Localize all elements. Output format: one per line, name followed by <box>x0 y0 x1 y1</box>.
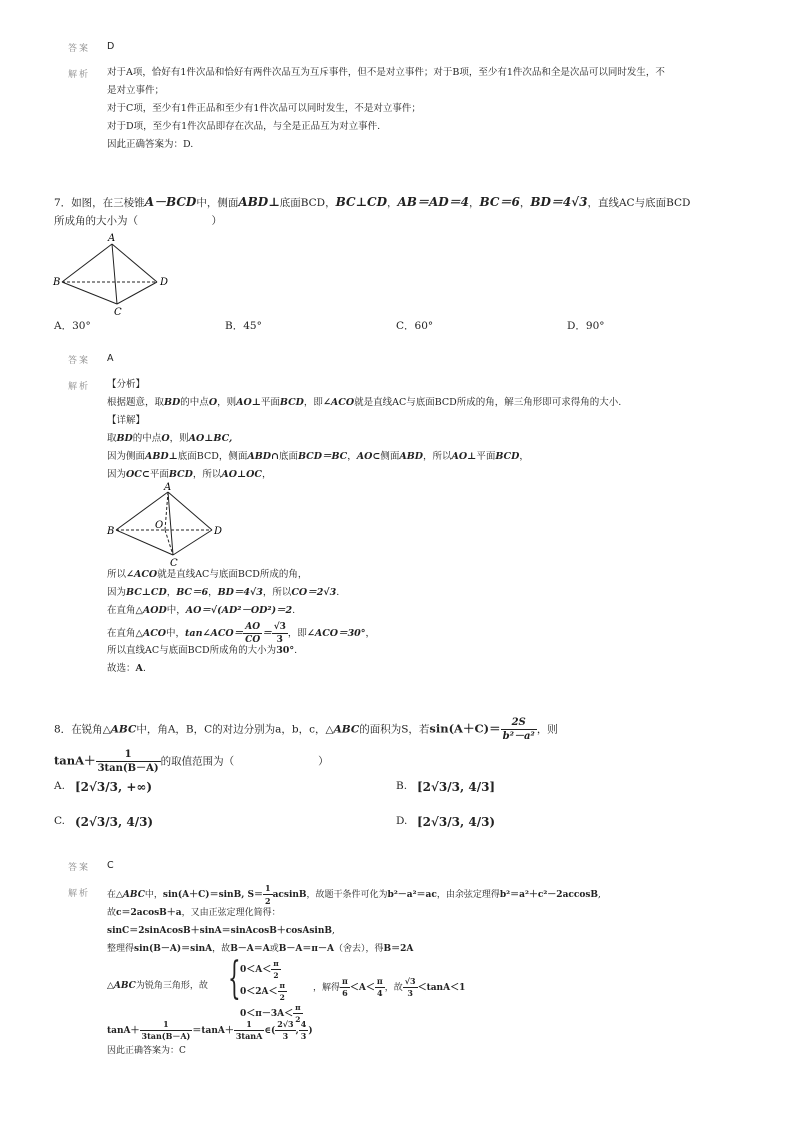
q8-option-c: (2√3/3, 4/3) <box>75 815 154 829</box>
q6-analysis-line-2: 是对立事件； <box>107 85 165 96</box>
q6-analysis-line-1: 对于A项，恰好有1件次品和恰好有两件次品互为互斥事件，但不是对立事件；对于B项，至少有1件次品和全是次品可以同时发生，不 <box>107 67 665 78</box>
fig2-label-b: B <box>107 526 115 537</box>
fig1-label-a: A <box>108 233 116 244</box>
q7-option-a: A．30° <box>54 320 91 332</box>
q8-analysis-line-7: 因此正确答案为：C <box>107 1046 186 1056</box>
q7-pyramid-figure <box>52 230 177 318</box>
q8-analysis-line-5a: △ABC为锐角三角形，故 <box>107 981 208 991</box>
analysis-label: 解析 <box>68 70 91 80</box>
q8-option-d-key: D. <box>396 815 408 827</box>
q6-analysis-line-5: 因此正确答案为：D. <box>107 139 194 150</box>
q7-option-c: C．60° <box>396 320 434 332</box>
q7-analysis-line-3: 因为侧面ABD⊥底面BCD，侧面ABD∩底面BCD＝BC，AO⊂侧面ABD，所以AO⊥平面BCD， <box>107 451 529 462</box>
q8-option-d: [2√3/3, 4/3) <box>417 815 496 829</box>
q6-answer: D <box>107 41 115 52</box>
answer-label: 答案 <box>68 863 91 873</box>
q8-analysis-line-6: tanA＋ $\frac{1}{3\tan(B-A)}$ ＝tanA＋ $\frac{1}{3\tan A}$ ∈( $\frac{2√3}{3}$ , $\frac{4}{3}$ ) <box>107 1019 313 1041</box>
q8-option-a-key: A. <box>54 780 65 792</box>
q7-analysis-line-10: 故选：A. <box>107 663 146 674</box>
q8-analysis-line-5b: ，解得 $\frac{\pi}{6}$ ＜A＜ $\frac{\pi}{4}$ ，故 $\frac{√3}{3}$ ＜tanA＜1 <box>313 976 466 998</box>
fig1-label-b: B <box>53 277 61 288</box>
q7-option-d: D．90° <box>567 320 605 332</box>
q7-detail-heading: 【详解】 <box>107 415 146 426</box>
fig1-label-d: D <box>160 277 169 288</box>
answer-label: 答案 <box>68 356 91 366</box>
fig1-label-c: C <box>114 307 122 318</box>
q8-analysis-line-1: 在△ABC中，sin(A＋C)＝sinB, S＝ $\frac{1}{2}$ acsinB，故题干条件可化为b²－a²＝ac，由余弦定理得b²＝a²＋c²－2accosB, <box>107 883 601 906</box>
q7-analysis-line-5: 所以∠ACO就是直线AC与底面BCD所成的角， <box>107 569 308 580</box>
q7-stem-line2: 所成角的大小为（ ） <box>54 215 222 227</box>
q8-stem-line2: tanA＋ $\frac{1}{3\tan(B-A)}$ 的取值范围为（ ） <box>54 749 329 774</box>
q8-answer: C <box>107 860 114 871</box>
system-row-3: 0＜π－3A＜ $\frac{\pi}{2}$ <box>240 1003 301 1024</box>
fig2-label-a: A <box>164 482 172 493</box>
system-row-2: 0＜2A＜ $\frac{\pi}{2}$ <box>240 981 286 1002</box>
analysis-label: 解析 <box>68 889 91 899</box>
q8-option-c-key: C. <box>54 815 65 827</box>
q7-answer: A <box>107 353 114 364</box>
q8-option-b-key: B. <box>396 780 408 792</box>
q8-option-a: [2√3/3, +∞) <box>75 780 153 794</box>
answer-label: 答案 <box>68 44 91 54</box>
q8-analysis-line-4: 整理得sin(B－A)＝sinA，故B－A＝A或B－A＝π－A（舍去），得B＝2A <box>107 944 414 954</box>
q7-option-b: B．45° <box>225 320 262 332</box>
q7-analysis-line-8: 在直角△ACO中，tan∠ACO＝ $\frac{AO}{CO}$ ＝ $\frac{√3}{3}$ ，即∠ACO＝30°， <box>107 622 376 645</box>
q7-analysis-line-1: 根据题意，取BD的中点O，则AO⊥平面BCD，即∠ACO就是直线AC与底面BCD所成的角，解三角形即可求得角的大小. <box>107 397 622 408</box>
system-row-1: 0＜A＜ $\frac{\pi}{2}$ <box>240 959 279 980</box>
q7-analysis-heading: 【分析】 <box>107 379 146 390</box>
q8-number: 8． <box>54 723 72 736</box>
q7-number: 7． <box>54 197 72 209</box>
q6-analysis-line-3: 对于C项，至少有1件正品和至少有1件次品可以同时发生，不是对立事件； <box>107 103 421 114</box>
q7-analysis-line-4: 因为OC⊂平面BCD，所以AO⊥OC， <box>107 469 272 480</box>
fig2-label-c: C <box>170 558 178 568</box>
q6-analysis-line-4: 对于D项，至少有1件次品即存在次品，与全是正品互为对立事件. <box>107 121 381 132</box>
q8-option-b: [2√3/3, 4/3] <box>417 780 496 794</box>
q7-analysis-line-9: 所以直线AC与底面BCD所成角的大小为30°. <box>107 645 298 656</box>
fig2-label-d: D <box>214 526 223 537</box>
fig2-label-o: O <box>155 520 164 531</box>
q7-stem: 7．如图，在三棱锥A－BCD中，侧面ABD⊥底面BCD，BC⊥CD，AB＝AD＝4，BC＝6，BD＝4√3，直线AC与底面BCD <box>54 195 691 209</box>
q7-analysis-line-6: 因为BC⊥CD，BC＝6，BD＝4√3，所以CO＝2√3. <box>107 587 340 598</box>
q8-analysis-line-2: 故c＝2acosB＋a，又由正弦定理化简得： <box>107 908 281 918</box>
q8-stem: 8．在锐角△ABC中，角A，B，C的对边分别为a，b，c，△ABC的面积为S，若sin(A＋C)＝ $\frac{2S}{\text{b²－a²}}$ ，则 <box>54 717 558 742</box>
brace-icon: { <box>228 953 241 1004</box>
q7-pyramid-figure-with-o <box>104 480 229 568</box>
q7-analysis-line-2: 取BD的中点O，则AO⊥BC, <box>107 433 233 444</box>
q8-analysis-line-3: sinC＝2sinAcosB＋sinA＝sinAcosB＋cosAsinB, <box>107 926 335 936</box>
analysis-label: 解析 <box>68 382 91 392</box>
q7-analysis-line-7: 在直角△AOD中，AO＝√(AD²－OD²)＝2. <box>107 605 296 616</box>
